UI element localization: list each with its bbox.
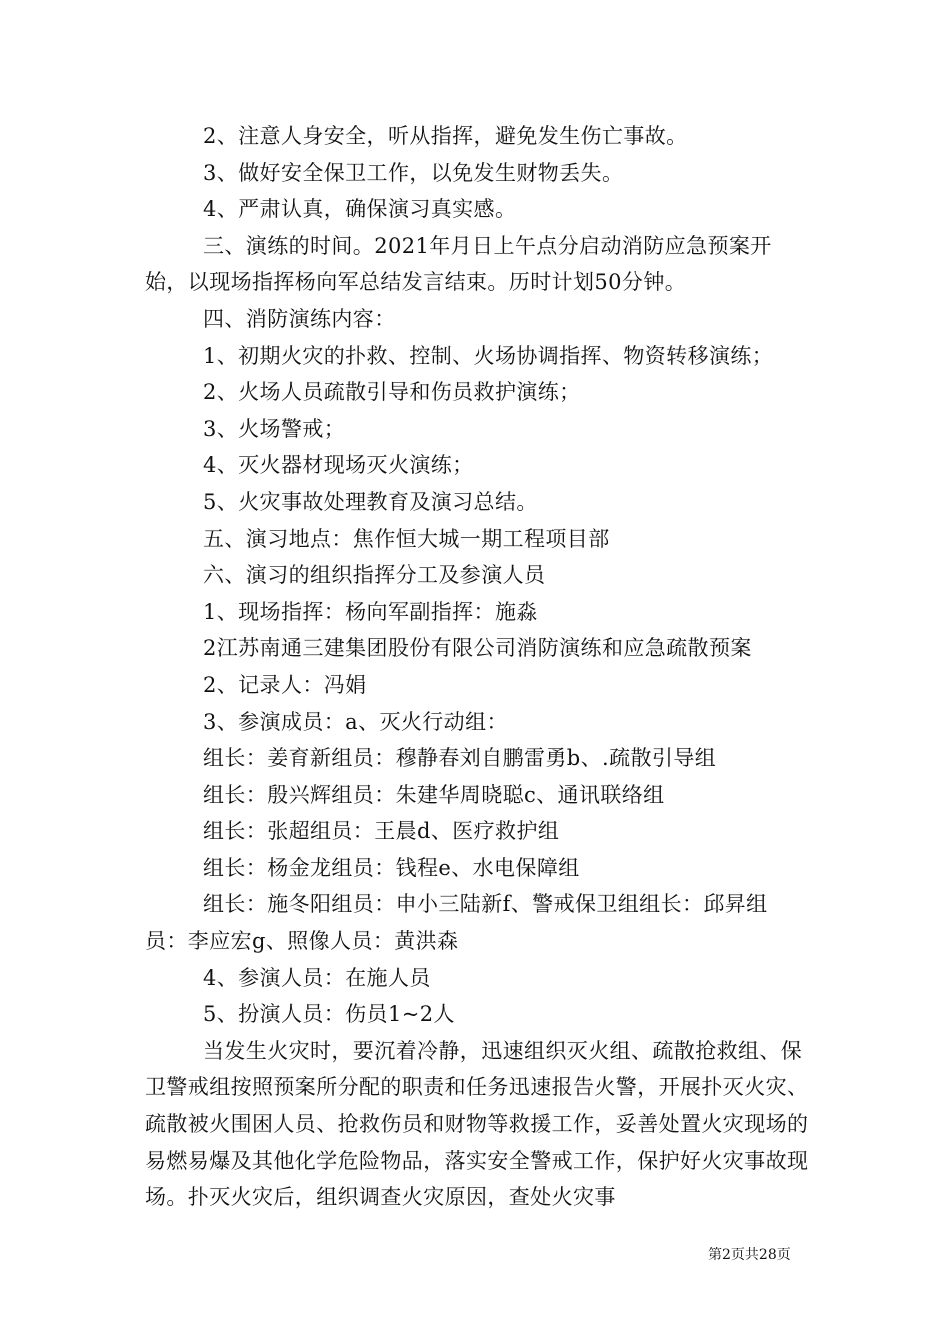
page-number-footer: 第2页共28页 xyxy=(708,1247,791,1263)
drill-content-1: 1、初期火灾的扑救、控制、火场协调指挥、物资转移演练； xyxy=(203,343,774,368)
paragraph-item-3: 3、做好安全保卫工作，以免发生财物丢失。 xyxy=(203,160,624,185)
section-3-drill-time: 三、演练的时间。2021年月日上午点分启动消防应急预案开始，以现场指挥杨向军总结发言结束。历时计划50分钟。 xyxy=(145,233,772,295)
team-line-4: 组长：杨金龙组员：钱程e、水电保障组 xyxy=(203,855,580,880)
team-line-1: 组长：姜育新组员：穆静春刘自鹏雷勇b、.疏散引导组 xyxy=(203,746,717,771)
recorder-line: 2、记录人：冯娟 xyxy=(203,672,367,697)
section-5-location: 五、演习地点：焦作恒大城一期工程项目部 xyxy=(203,526,610,551)
paragraph-item-4: 4、严肃认真，确保演习真实感。 xyxy=(203,197,517,222)
team-line-2: 组长：殷兴辉组员：朱建华周晓聪c、通讯联络组 xyxy=(203,782,665,807)
paragraph-item-2: 2、注意人身安全，听从指挥，避免发生伤亡事故。 xyxy=(203,124,688,148)
actors-line: 5、扮演人员：伤员1~2人 xyxy=(203,1002,455,1027)
drill-content-4: 4、灭火器材现场灭火演练； xyxy=(203,453,474,478)
team-line-5: 组长：施冬阳组员：申小三陆新f、警戒保卫组组长：邱昇组员：李应宏g、照像人员：黄洪森 xyxy=(145,892,768,954)
section-4-heading: 四、消防演练内容： xyxy=(203,306,396,331)
fire-response-paragraph: 当发生火灾时，要沉着冷静，迅速组织灭火组、疏散抢救组、保卫警戒组按照预案所分配的职责和任务迅速报告火警，开展扑灭火灾、疏散被火围困人员、抢救伤员和财物等救援工作，妥善处置火灾现场的易燃易爆及其他化学危险物品，落实安全警戒工作，保护好火灾事故现场。扑灭火灾后，组织调查火灾原因，查处火灾事 xyxy=(145,1038,809,1210)
commander-line: 1、现场指挥：杨向军副指挥：施淼 xyxy=(203,599,538,624)
drill-content-5: 5、火灾事故处理教育及演习总结。 xyxy=(203,489,538,514)
document-body xyxy=(145,118,810,1216)
participants-line: 3、参演成员：a、灭火行动组： xyxy=(203,709,508,734)
team-line-3: 组长：张超组员：王晨d、医疗救护组 xyxy=(203,819,560,844)
running-header-line: 2江苏南通三建集团股份有限公司消防演练和应急疏散预案 xyxy=(203,636,752,661)
participants-in-construction: 4、参演人员：在施人员 xyxy=(203,965,431,990)
drill-content-3: 3、火场警戒； xyxy=(203,416,346,441)
section-6-heading: 六、演习的组织指挥分工及参演人员 xyxy=(203,563,546,588)
drill-content-2: 2、火场人员疏散引导和伤员救护演练； xyxy=(203,380,581,405)
